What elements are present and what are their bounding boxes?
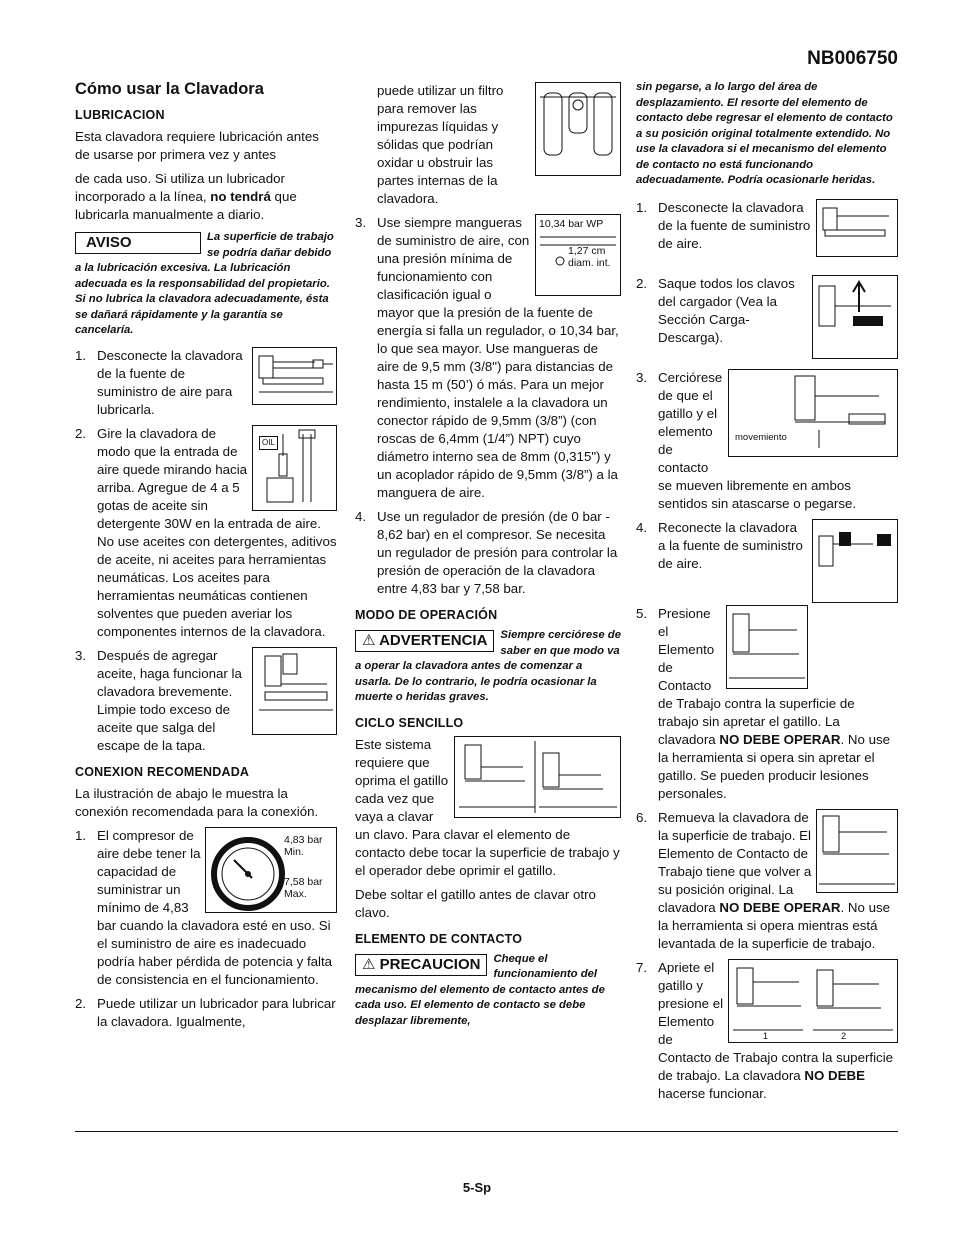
contact-steps: [636, 199, 898, 1103]
hose-steps: [355, 214, 621, 598]
aviso-badge: AVISO: [75, 232, 201, 254]
movement-label: movemiento: [735, 431, 787, 443]
press-contact-illustration: [726, 605, 808, 689]
pressure-gauge-illustration: [205, 827, 337, 913]
reconnect-illustration: [812, 519, 898, 603]
hose-diameter-label: 1,27 cm diam. int.: [568, 245, 611, 269]
model-number: NB006750: [807, 48, 898, 69]
footer-divider: [75, 1131, 898, 1132]
column-3: [636, 80, 898, 1109]
run-nailer-illustration: [252, 647, 337, 735]
list-item: 3. Después de agregar aceite, haga funcionar la clavadora brevemente. Limpie todo exceso de aceite que salga del escape de la tapa.: [75, 647, 337, 755]
warning-triangle-icon: ⚠: [362, 955, 376, 973]
list-item: 5. Presione el Elemento de Contacto de Trabajo contra la superficie de trabajo sin apretar el gatillo. La clavadora NO DEBE OPERAR. No use la herramienta si opera sin apretar el gatillo. Se pueden producir lesiones personales.: [636, 605, 891, 801]
list-item: 1. Desconecte la clavadora de la fuente de suministro de aire para lubricarla.: [75, 347, 337, 419]
lift-nailer-illustration: [816, 809, 898, 893]
hose-rating-label: 10,34 bar WP: [539, 218, 604, 230]
list-item: 4. Use un regulador de presión (de 0 bar - 8,62 bar) en el compresor. Se necesita un regulador de presión para controlar la presión de operación de la clavadora entre 4,83 bar y 7,58 bar.: [355, 509, 618, 596]
advertencia-badge: ⚠ ADVERTENCIA: [355, 630, 494, 652]
hose-illustration: [535, 214, 621, 296]
lubrication-paragraph-1: Esta clavadora requiere lubricación antes de usarse por primera vez y antes: [75, 129, 319, 162]
mode-heading: MODO DE OPERACIÓN: [355, 608, 498, 622]
trigger-movement-illustration: [728, 369, 898, 457]
figure-step-1-label: 1: [763, 1030, 769, 1041]
precaucion-text: Cheque el funcionamiento del mecanismo del elemento de contacto antes de cada uso. El elemento de contacto se debe desplazar libremente,: [355, 952, 605, 1027]
gauge-min-label: 4,83 bar Min.: [284, 833, 323, 858]
list-item: 2. Saque todos los clavos del cargador (Vea la Sección Carga-Descarga).: [636, 275, 898, 355]
trigger-then-contact-illustration: [728, 959, 898, 1043]
list-item: 7. 1 2 Apriete el gatillo y presione el Elemento de Contacto de Trabajo contra la superficie de trabajo. La clavadora NO DEBE hacerse funcionar.: [636, 959, 898, 1103]
remove-nails-illustration: [812, 275, 898, 359]
advertencia-notice: [355, 628, 621, 706]
precaucion-continued: sin pegarse, a lo largo del área de desplazamiento. El resorte del elemento de contacto debe regresar el elemento de contacto a su posición original totalmente extendido. No use la clavadora si el mecanismo del elemento de contacto no está funcionando adecuadamente. Podría ocasionarle heridas.: [636, 81, 893, 186]
column-1: [75, 80, 337, 1037]
list-item: 1. Desconecte la clavadora de la fuente de suministro de aire.: [636, 199, 898, 259]
oil-inlet-illustration: [252, 425, 337, 511]
disconnect-nailer-illustration: [252, 347, 337, 405]
list-item: 3. movemiento Cerciórese de que el gatillo y el elemento de contacto se mueven libremente en ambos sentidos sin atascarse o pegarse.: [636, 369, 898, 513]
list-item: 6. Remueva la clavadora de la superficie de trabajo. El Elemento de Contacto de Trabajo tiene que volver a su posición original. La clavadora NO DEBE OPERAR. No use la herramienta si opera mientras está levantada de la superficie de trabajo.: [636, 809, 898, 953]
precaucion-notice: [355, 952, 621, 1030]
lubrication-steps: [75, 347, 337, 755]
connection-paragraph: La ilustración de abajo le muestra la conexión recomendada para la conexión.: [75, 785, 319, 819]
warning-triangle-icon: ⚠: [362, 632, 376, 649]
filter-regulator-illustration: [535, 82, 621, 176]
list-item: 1. 4,83 bar Min. 7,58 bar Max. El compresor de aire debe tener la capacidad de suministrar un mínimo de 4,83 bar cuando la clavadora esté en uso. Si el suministro de aire es inadecuado podría haber pérdida de potencia y falta de consistencia en el funcionamiento.: [75, 827, 337, 989]
list-item: 3. 10,34 bar WP 1,27 cm diam. int. Use siempre mangueras de suministro de aire, con una presión mínima de funcionamiento con clasificación igual o mayor que la presión de la fuente de energía si falla un regulador, o 10,34 bar, lo que sea mayor. Use mangueras de aire de 9,5 mm (3/8") para distancias de hasta 15 m (50’) ó más. Para un mejor rendimiento, instalele a la clavadora un conector rápido de 9,5mm (3/8”) (con roscas de 6,4mm (1/4”) NPT) cuyo diámetro interno sea de 8mm (0,315") y un acoplador rápido de 9,5mm (3/8”) a la manguera de aire.: [355, 214, 621, 502]
contact-element-heading: ELEMENTO DE CONTACTO: [355, 931, 523, 946]
list-item: 2. Puede utilizar un lubricador para lubricar la clavadora. Igualmente,: [75, 995, 336, 1029]
list-item: 4. Reconecte la clavadora a la fuente de suministro de aire.: [636, 519, 898, 599]
figure-step-2-label: 2: [841, 1030, 847, 1041]
lubrication-paragraph-2: de cada uso. Si utiliza un lubricador incorporado a la línea, no tendrá que lubricarla manualmente a diario.: [75, 171, 297, 222]
gauge-max-label: 7,58 bar Max.: [284, 875, 323, 900]
disconnect-illustration: [816, 199, 898, 257]
bold-no-tendra: no tendrá: [210, 189, 271, 204]
page-number: 5-Sp: [462, 1180, 492, 1195]
filter-paragraph: puede utilizar un filtro para remover las impurezas líquidas y sólidas que podrían oxidar u obstruir las partes internas de la clavadora.: [377, 83, 504, 206]
single-cycle-paragraph-2: Debe soltar el gatillo antes de clavar otro clavo.: [355, 886, 596, 920]
connection-heading: CONEXION RECOMENDADA: [75, 764, 250, 779]
single-cycle-illustration: [454, 736, 621, 818]
lubrication-heading: LUBRICACION: [75, 108, 165, 122]
connection-steps: [75, 827, 337, 1031]
section-title: Cómo usar la Clavadora: [75, 80, 264, 98]
precaucion-badge: ⚠ PRECAUCION: [355, 954, 487, 976]
oil-label: OIL: [259, 436, 278, 450]
single-cycle-heading: CICLO SENCILLO: [355, 715, 464, 730]
list-item: 2. OIL Gire la clavadora de modo que la entrada de aire quede mirando hacia arriba. Agregue de 4 a 5 gotas de aceite sin detergente 30W en la entrada de aire. No use aceites con detergentes, aditivos de aceite, ni aceites para herramientas neumáticas. Los aceites para herramientas neumáticas contienen solventes que pueden averiar los componentes internos de la clavadora.: [75, 425, 337, 639]
aviso-text: La superficie de trabajo se podría dañar debido a la lubricación excesiva. La lubricación adecuada es la responsabilidad del propietario. Si no lubrica la clavadora adecuadamente, ésta se dañará rápidamente y la garantía se cancelaría.: [75, 231, 334, 336]
column-2: [355, 82, 621, 1037]
aviso-notice: [75, 230, 337, 339]
advertencia-text: Siempre cerciórese de saber en que modo va a operar la clavadora antes de comenzar a usarla. De lo contrario, le podría ocasionar la muerte o heridas graves.: [355, 629, 621, 703]
single-cycle-paragraph: Este sistema requiere que oprima el gatillo cada vez que vaya a clavar un clavo. Para clavar el elemento de contacto debe tocar la superficie de trabajo y el operador debe oprimir el gatillo.: [355, 736, 620, 878]
